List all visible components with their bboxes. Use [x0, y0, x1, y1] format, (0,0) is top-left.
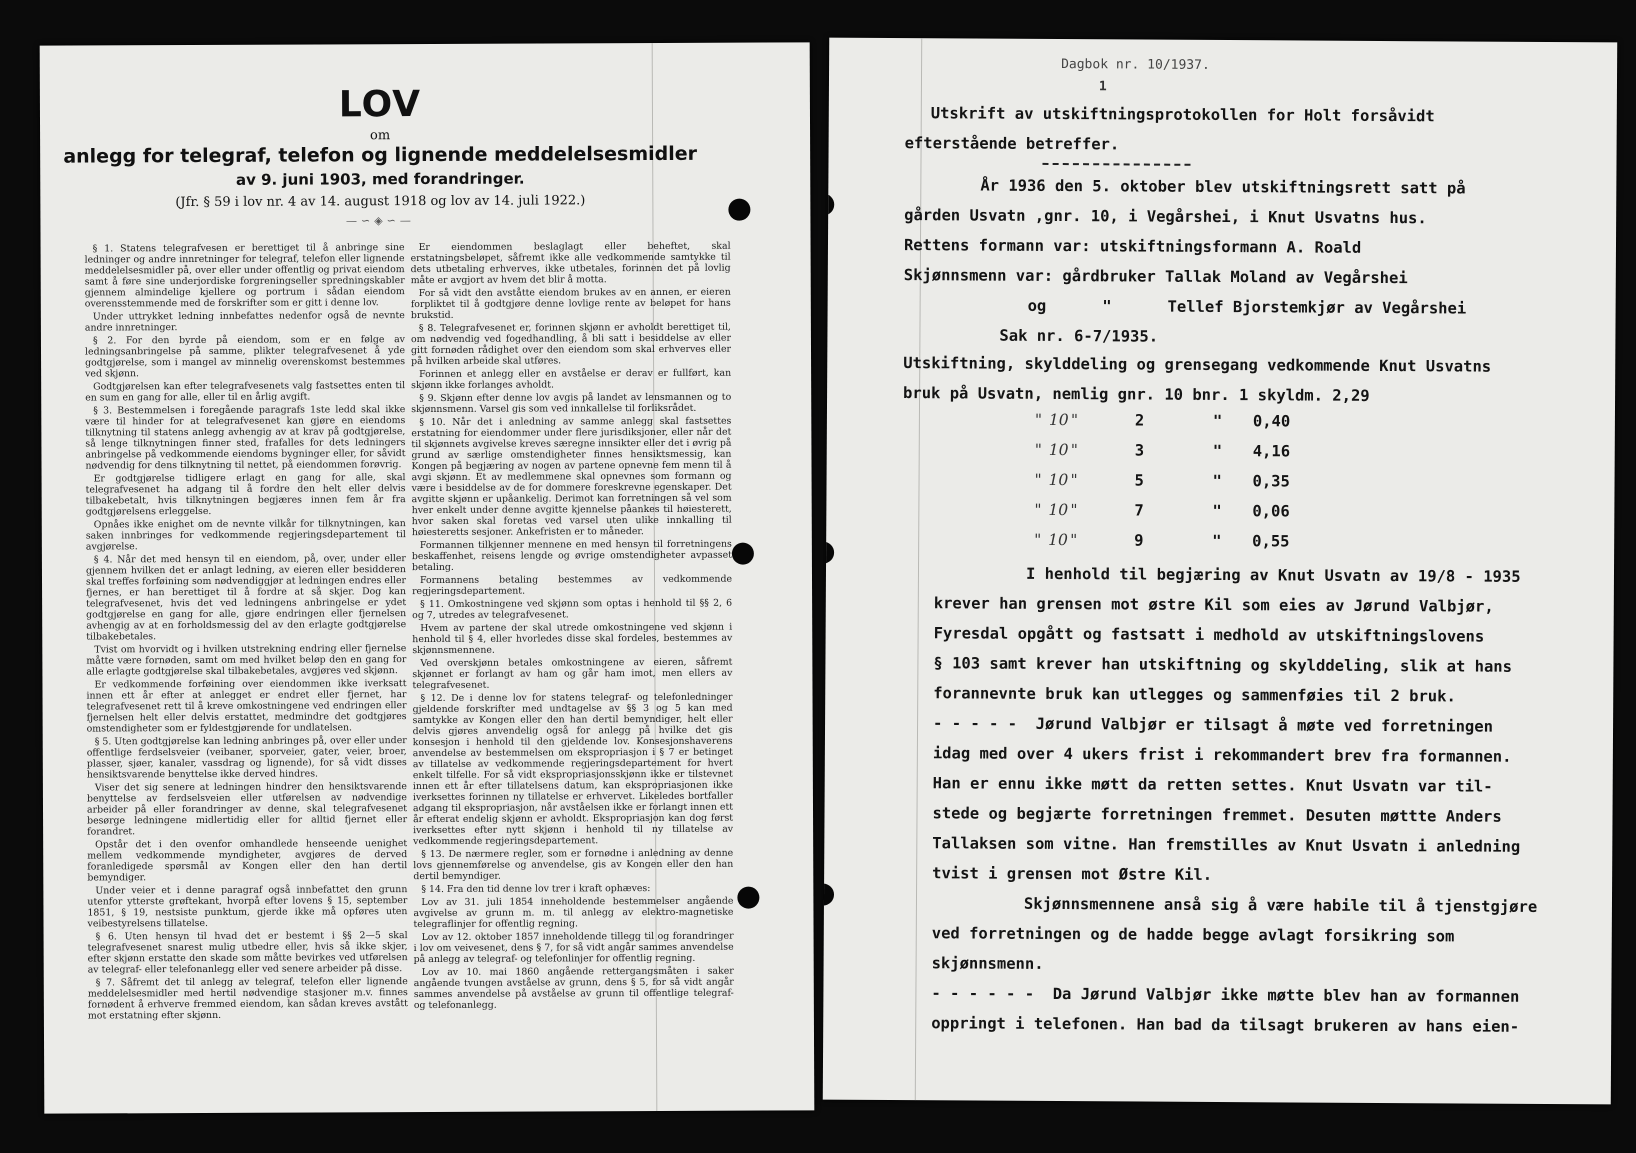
transcript-line: - - - - - Jørund Valbjør er tilsagt å møte ved forretningen — [933, 714, 1494, 736]
parcel-skyld: 4,16 — [1252, 442, 1291, 461]
law-paragraph: For så vidt den avståtte eiendom brukes av en annen, er eieren forpliktet til å godtgjøre denne lovlige rente av beløpet for hans brukstid. — [410, 286, 731, 322]
parcel-bnr: 9 — [1134, 531, 1144, 550]
law-paragraph: Opstår det i den ovenfor omhandlede henseende uenighet mellem vedkommende myndigheter, avgjøres de derved foranledigede spørsmål av Kongen eller den han dertil bemyndiger. — [87, 838, 408, 884]
law-title: LOV — [338, 84, 422, 126]
law-paragraph: Under veier et i denne paragraf også innbefattet den grunn utenfor ytterste grøftekant, hvorpå efter lovens § 15, september 1851, § 19, nestsiste punktum, gjerde ikke må opføres uten veibestyrelsens tillatelse. — [87, 884, 408, 930]
law-om: om — [369, 128, 391, 144]
ornament: —∽◈∽— — [345, 214, 415, 228]
parcel-ditto: " — [1070, 501, 1078, 520]
law-paragraph: Er godtgjørelse tidligere erlagt en gang for alle, skal telegrafvesenet ha adgang til å fordre den helt eller delvis tilbakebetalt, hvis tilknytningen begjæres innen fem år fra godtgjørelsens erleggelse. — [85, 472, 406, 518]
parcel-ditto: " — [1070, 411, 1079, 430]
parcel-bnr: 3 — [1134, 441, 1145, 460]
transcript-line: bruk på Usvatn, nemlig gnr. 10 bnr. 1 skyldm. 2,29 — [903, 384, 1370, 405]
binding-hole — [823, 542, 834, 564]
transcript-line: skjønnsmenn. — [931, 954, 1044, 973]
law-paragraph: § 14. Fra den tid denne lov trer i kraft ophæves: — [421, 883, 651, 896]
law-paragraph: § 7. Såfremt det til anlegg av telegraf, telefon eller lignende meddelelsesmidler med hertil nødvendige stasjoner m.v. finnes fornødent å erhverve fremmed eiendom, kan sådan kreves avstått mot erstatning efter skjønn. — [87, 976, 408, 1022]
transcript-line: I henhold til begjæring av Knut Usvatn av 19/8 - 1935 — [1025, 564, 1521, 586]
parcel-gnr: 10 — [1048, 500, 1069, 520]
law-paragraph: § 2. For den byrde på eiendom, som er en følge av ledningsanbringelse på samme, plikter telegrafvesenet å yde godtgjørelse, som i mangel av minnelig overenskomst bestemmes ved skjønn. — [84, 334, 406, 380]
parcel-gnr: 10 — [1048, 470, 1069, 490]
parcel-ditto: " — [1070, 441, 1078, 460]
parcel-ditto2: " — [1212, 531, 1222, 551]
law-date: av 9. juni 1903, med forandringer. — [235, 169, 525, 189]
transcript-line: stede og begjærte forretningen fremmet. Desuten møttte Anders — [932, 804, 1502, 826]
transcript-line: Skjønnsmenn var: gårdbruker Tallak Moland av Vegårshei — [903, 266, 1408, 288]
parcel-ditto2: " — [1212, 471, 1222, 491]
law-subtitle: anlegg for telegraf, telefon og lignende meddelelsesmidler — [63, 142, 698, 168]
law-paragraph: Formannens betaling bestemmes av vedkommende regjeringsdepartement. — [412, 573, 733, 598]
parcel-bnr: 5 — [1134, 471, 1144, 490]
law-paragraph: Under uttrykket ledning innbefattes nedenfor også de nevnte andre innretninger. — [84, 310, 405, 334]
transcript-line: År 1936 den 5. oktober blev utskiftningsrett satt på — [980, 176, 1466, 198]
transcript-line: forannevnte bruk kan utlegges og sammenføies til 2 bruk. — [933, 684, 1456, 706]
transcript-line: gården Usvatn ,gnr. 10, i Vegårshei, i Knut Usvatns hus. — [904, 206, 1427, 228]
parcel-bnr: 7 — [1134, 501, 1144, 520]
parcel-gnr: 10 — [1048, 410, 1069, 430]
transcript-line: Rettens formann var: utskiftningsformann A. Roald — [903, 236, 1362, 257]
divider-line — [1042, 163, 1190, 166]
case-number: Sak nr. 6-7/1935. — [999, 326, 1159, 346]
parcel-table — [1034, 410, 1291, 561]
parcel-mark: " — [1034, 440, 1042, 459]
binding-hole — [823, 194, 835, 216]
parcel-gnr: 10 — [1048, 530, 1068, 550]
transcript-line: § 103 samt krever han utskiftning og skylddeling, slik at hans — [933, 654, 1513, 676]
law-paragraph: Opnåes ikke enighet om de nevnte vilkår for tilknytningen, kan saken innbringes for vedkommende regjeringsdepartement til avgjørelse. — [85, 518, 406, 553]
law-paragraph: § 8. Telegrafvesenet er, forinnen skjønn er avholdt berettiget til, om nødvendig ved fogedhandling, å bli satt i besiddelse av eller gitt fornøden rådighet over den eiendom som skal erhverves eller på hvilken arbeide skal utføres. — [410, 321, 732, 368]
transcript-line: Utskrift av utskiftningsprotokollen for Holt forsåvidt — [930, 104, 1435, 126]
law-paragraph: § 12. De i denne lov for statens telegraf- og telefonledninger gjeldende forskrifter med undtagelse av §§ 3 og 5 kan med samtykke av Kongen eller den han dertil bemyndiger, helt eller delvis gjøres anvendelig også for anlegg på hvilke det gis konsesjon i henhold til den gjeldende lov. Konsesjonshaverens anvendelse av bestemmelsen om ekspropriasjon i § 7 er betinget av tillatelse av vedkommende regjeringsdepartement for hvert enkelt tilfelle. For så vidt ekspropriasjonsskjønn ikke er tilstevnet innen ett år efter tillatelsens datum, kan ekspropriasjonen ikke iverksettes forinnen ny tillatelse er erhvervet. Likeledes bortfaller adgang til ekspropriasjon, når avståelsen ikke er forlangt innen ett år efterat endelig skjønn er avholdt. Ekspropriasjon kan dog først iverksettes efter nytt skjønn i henhold til ny tillatelse av vedkommende regjeringsdepartement. — [412, 691, 734, 848]
transcript-line: Tallaksen som vitne. Han fremstilles av Knut Usvatn i anledning — [932, 834, 1521, 856]
binding-hole — [732, 543, 754, 565]
left-page-printed-law — [40, 42, 815, 1113]
law-paragraph: Tvist om hvorvidt og i hvilken utstrekning endring eller fjernelse måtte være fornøden, samt om med hvilket beløp den en gang for alle erlagte godtgjørelse skal tilbakebetales, avgjøres ved skjønn. — [86, 643, 407, 678]
law-paragraph: § 9. Skjønn efter denne lov avgis på landet av lensmannen og to skjønnsmenn. Varsel gis som ved innkallelse til forliksrådet. — [411, 391, 732, 416]
parcel-ditto2: " — [1212, 441, 1223, 461]
law-paragraph: § 1. Statens telegrafvesen er berettiget til å anbringe sine ledninger og andre innretninger for telegraf, telefon eller lignende meddelelsesmidler på, over eller under offentlig og privat eiendom samt å føre sine underjordiske forgreningseller spredningskabler gjennem almindelige kjellere og portrum i sådan eiendom overensstemmende med de forskrifter som er gitt i denne lov. — [84, 242, 405, 310]
transcript-line: tvist i grensen mot Østre Kil. — [932, 864, 1213, 884]
binding-hole — [823, 884, 834, 906]
parcel-ditto: " — [1070, 531, 1078, 550]
transcript-line: ved forretningen og de hadde begge avlagt forsikring som — [931, 924, 1455, 946]
transcript-line: krever han grensen mot østre Kil som eies av Jørund Valbjør, — [933, 594, 1494, 616]
law-paragraph: Lov av 31. juli 1854 inneholdende bestemmelser angående avgivelse av grunn m. m. til anlegg av elektro-magnetiske telegraflinjer for offentlig regning. — [413, 895, 734, 931]
law-paragraph: Viser det sig senere at ledningen hindrer den hensiktsvarende benyttelse av ferdselsveien eller utførelsen av nødvendige arbeider på eller forandringer av denne, skal telegrafvesenet besørge ledningene midlertidig eller for alltid fjernet eller forandret. — [86, 781, 408, 838]
law-paragraph: Lov av 10. mai 1860 angående rettergangsmåten i saker angående tvungen avståelse av grunn, dens § 5, for så vidt angår sammes anvendelse på avståelse av grunn til offentlige telegraf- og telefonanlegg. — [413, 965, 734, 1012]
margin-rule — [915, 38, 922, 1100]
parcel-mark: " — [1034, 470, 1042, 489]
parcel-gnr: 10 — [1048, 440, 1069, 460]
transcript-line: Fyresdal opgått og fastsatt i medhold av utskiftningslovens — [933, 624, 1485, 646]
law-paragraph: § 5. Uten godtgjørelse kan ledning anbringes på, over eller under offentlige ferdselsveier (veibaner, sporveier, gater, veier, broer, plasser, sjøer, kanaler, vassdrag og lignende), for så vidt disses hensiktsvarende benyttelse ikke derved hindres. — [86, 735, 407, 781]
law-paragraph: Forinnen et anlegg eller en avståelse er derav er fullført, kan skjønn ikke forlanges avholdt. — [411, 367, 732, 392]
law-paragraph: § 13. De nærmere regler, som er fornødne i anledning av denne lovs gjennemførelse og anvendelse, gis av Kongen eller den han dertil bemyndiger. — [413, 847, 734, 883]
law-paragraph: § 4. Når det med hensyn til en eiendom, på, over, under eller gjennem hvilken det er anlagt ledning, av eieren eller besidderen skal treffes forføining som nødvendiggjør at ledningen endres eller fjernes, er han berettiget til å fordre at så skjer. Dog kan telegrafvesenet, hvis det ved ledningens anbringelse er ydet godtgjørelse en gang for alle, gjøre endringen eller fjernelsen avhengig av at en forholdsmessig del av den erlagte godtgjørelse tilbakebetales. — [85, 553, 407, 643]
transcript-line: Skjønnsmennene anså sig å være habile til å tjenstgjøre — [1023, 894, 1538, 916]
journal-number: Dagbok nr. 10/1937. — [1061, 57, 1210, 73]
parcel-bnr: 2 — [1134, 411, 1145, 430]
transcript-line: Utskiftning, skylddeling og grensegang vedkommende Knut Usvatns — [903, 354, 1492, 376]
parcel-ditto: " — [1070, 471, 1078, 490]
law-paragraph: Er vedkommende forføining over eiendommen ikke iverksatt innen ett år efter at anlegget er endret eller fjernet, har telegrafvesenet rett til å kreve omkostningene ved endringen eller fjernelsen helt eller delvis erstattet, medmindre det godtgjøres omstendigheter som er fyldestgjørende for undlatelsen. — [86, 678, 407, 735]
law-paragraph: § 6. Uten hensyn til hvad det er bestemt i §§ 2—5 skal telegrafvesenet snarest mulig utbedre eller, hvis så ikke skjer, efter skjønn erstatte den skade som måtte bevirkes ved utførelsen av telegraf- eller telefonanlegg eller ved senere arbeider på disse. — [87, 930, 408, 976]
right-page-typed-transcript — [823, 38, 1617, 1105]
transcript-line: oppringt i telefonen. Han bad da tilsagt brukeren av hans eien- — [931, 1014, 1520, 1036]
parcel-ditto2: " — [1212, 411, 1223, 431]
law-paragraph: Ved overskjønn betales omkostningene av eieren, såfremt skjønnet er forlangt av ham og går ham imot, men ellers av telegrafvesenet. — [412, 656, 733, 692]
law-column-right — [411, 241, 734, 1013]
binding-hole — [728, 199, 750, 221]
law-paragraph: Hvem av partene der skal utrede omkostningene ved skjønn i henhold til § 4, eller hvorledes disse skal fordeles, bestemmes av skjønnsmennene. — [412, 621, 733, 657]
parcel-skyld: 0,40 — [1252, 412, 1291, 431]
law-paragraph: § 3. Bestemmelsen i foregående paragrafs 1ste ledd skal ikke være til hinder for at telegrafvesenet kan gjøre en eiendoms tilknytning til statens anlegg avhengig av at krav på godtgjørelse, så lenge tilknytningen finner sted, frafalles for dets ledningers anbringelse på vedkommende eiendoms bygninger eller, for såvidt nødvendig for dens tilknytning til nettet, på eiendommen forøvrig. — [85, 404, 406, 472]
parcel-skyld: 0,35 — [1252, 472, 1290, 491]
transcript-line: og " Tellef Bjorstemkjør av Vegårshei — [1027, 296, 1467, 318]
transcript-line: efterstående betreffer. — [904, 134, 1120, 154]
law-paragraph: Lov av 12. oktober 1857 inneholdende tillegg til og forandringer i lov om veivesenet, dens § 7, for så vidt angår sammes anvendelse på anlegg av telegraf- og telefonlinjer for offentlig regning. — [413, 930, 734, 966]
parcel-mark: " — [1034, 500, 1042, 519]
parcel-ditto2: " — [1212, 501, 1222, 521]
law-paragraph: Godtgjørelsen kan efter telegrafvesenets valg fastsettes enten til en sum en gang for alle, eller til en årlig avgift. — [85, 380, 406, 404]
law-column-left — [85, 242, 408, 1023]
parcel-mark: " — [1034, 410, 1043, 429]
parcel-mark: " — [1034, 530, 1042, 549]
transcript-line: idag med over 4 ukers frist i rekommandert brev fra formannen. — [932, 744, 1512, 766]
law-paragraph: § 11. Omkostningene ved skjønn som optas i henhold til §§ 2, 6 og 7, utredes av telegrafvesenet. — [412, 597, 733, 622]
binding-hole — [737, 887, 759, 909]
parcel-skyld: 0,06 — [1252, 502, 1290, 521]
transcript-line: Han er ennu ikke møtt da retten settes. Knut Usvatn var til- — [932, 774, 1493, 796]
law-reference: (Jfr. § 59 i lov nr. 4 av 14. august 1918 og lov av 14. juli 1922.) — [175, 193, 586, 211]
law-paragraph: Formannen tilkjenner mennene en med hensyn til forretningens beskaffenhet, reisens lengde og øvrige omstendigheter avpasset betaling. — [411, 538, 732, 574]
law-paragraph: § 10. Når det i anledning av samme anlegg skal fastsettes erstatning for eiendommer under flere jurisdiksjoner, eller når det til skjønnets avgivelse kreves særegne innsikter eller det i øvrig på grund av særlige omstendigheter finnes hensiktsmessig, kan Kongen på begjæring av nogen av partene opnevne fem menn til å avgi skjønn. Et av medlemmene skal opnevnes som formann og være i besiddelse av de for dommere foreskrevne egenskaper. Det avgitte skjønn er upåankelig. Derimot kan forretningen så vel som hver enkelt under denne avgitte kjennelse påankes til høiesterett, hvor saken skal foretas ved varsel uten ulike innkalling til høiesteretts sesjoner. Ankefristen er to måneder. — [411, 415, 732, 539]
transcript-line: - - - - - - Da Jørund Valbjør ikke møtte blev han av formannen — [931, 984, 1520, 1006]
law-paragraph: Er eiendommen beslaglagt eller beheftet, skal erstatningsbeløpet, såfremt ikke alle vedkommende samtykke til dets utbetaling erhverves, ikke utbetales, forinnen det på lovlig måte er avgjort av hvem det blir å motta. — [410, 240, 731, 287]
folio-number: 1 — [1098, 79, 1107, 95]
parcel-skyld: 0,55 — [1252, 532, 1290, 551]
